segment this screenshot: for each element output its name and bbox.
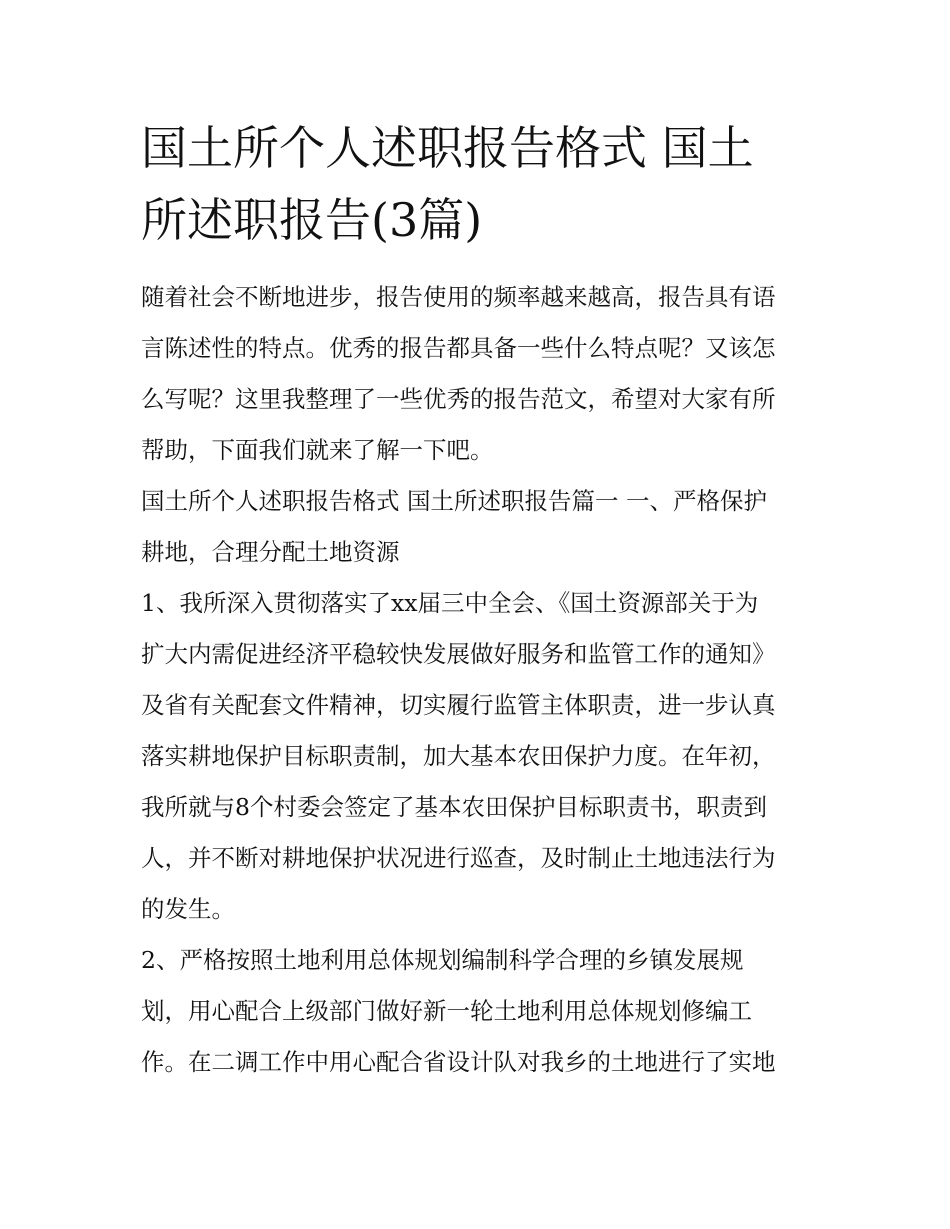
document-content	[141, 112, 813, 1088]
item-2-paragraph	[141, 935, 813, 1088]
text-line: 言陈述性的特点。优秀的报告都具备一些什么特点呢？又该怎	[141, 334, 776, 362]
text-line: 及省有关配套文件精神，切实履行监管主体职责，进一步认真	[141, 691, 776, 719]
text-line: 1、我所深入贯彻落实了xx届三中全会、《国土资源部关于为	[141, 589, 759, 617]
item-1-paragraph	[141, 578, 813, 935]
text-line: 人，并不断对耕地保护状况进行巡查，及时制止土地违法行为	[141, 844, 776, 872]
title-line: 所述职报告(3篇)	[141, 193, 483, 247]
text-line: 我所就与8个村委会签定了基本农田保护目标职责书，职责到	[141, 793, 767, 821]
text-line: 扩大内需促进经济平稳较快发展做好服务和监管工作的通知》	[141, 640, 776, 668]
intro-paragraph	[141, 272, 813, 476]
text-line: 划，用心配合上级部门做好新一轮土地利用总体规划修编工	[141, 997, 752, 1025]
section-heading-paragraph	[141, 476, 813, 578]
document-body	[141, 272, 813, 1088]
text-line: 的发生。	[141, 895, 235, 923]
text-line: 2、严格按照土地利用总体规划编制科学合理的乡镇发展规	[141, 946, 744, 974]
text-line: 落实耕地保护目标职责制，加大基本农田保护力度。在年初，	[141, 742, 776, 770]
title-line: 国土所个人述职报告格式 国土	[141, 121, 754, 175]
text-line: 作。在二调工作中用心配合省设计队对我乡的土地进行了实地	[141, 1048, 776, 1076]
text-line: 耕地，合理分配土地资源	[141, 538, 400, 566]
text-line: 国土所个人述职报告格式 国土所述职报告篇一 一、严格保护	[141, 487, 767, 515]
text-line: 么写呢？这里我整理了一些优秀的报告范文，希望对大家有所	[141, 385, 776, 413]
text-line: 随着社会不断地进步，报告使用的频率越来越高，报告具有语	[141, 283, 776, 311]
document-title	[141, 112, 813, 256]
text-line: 帮助，下面我们就来了解一下吧。	[141, 436, 494, 464]
